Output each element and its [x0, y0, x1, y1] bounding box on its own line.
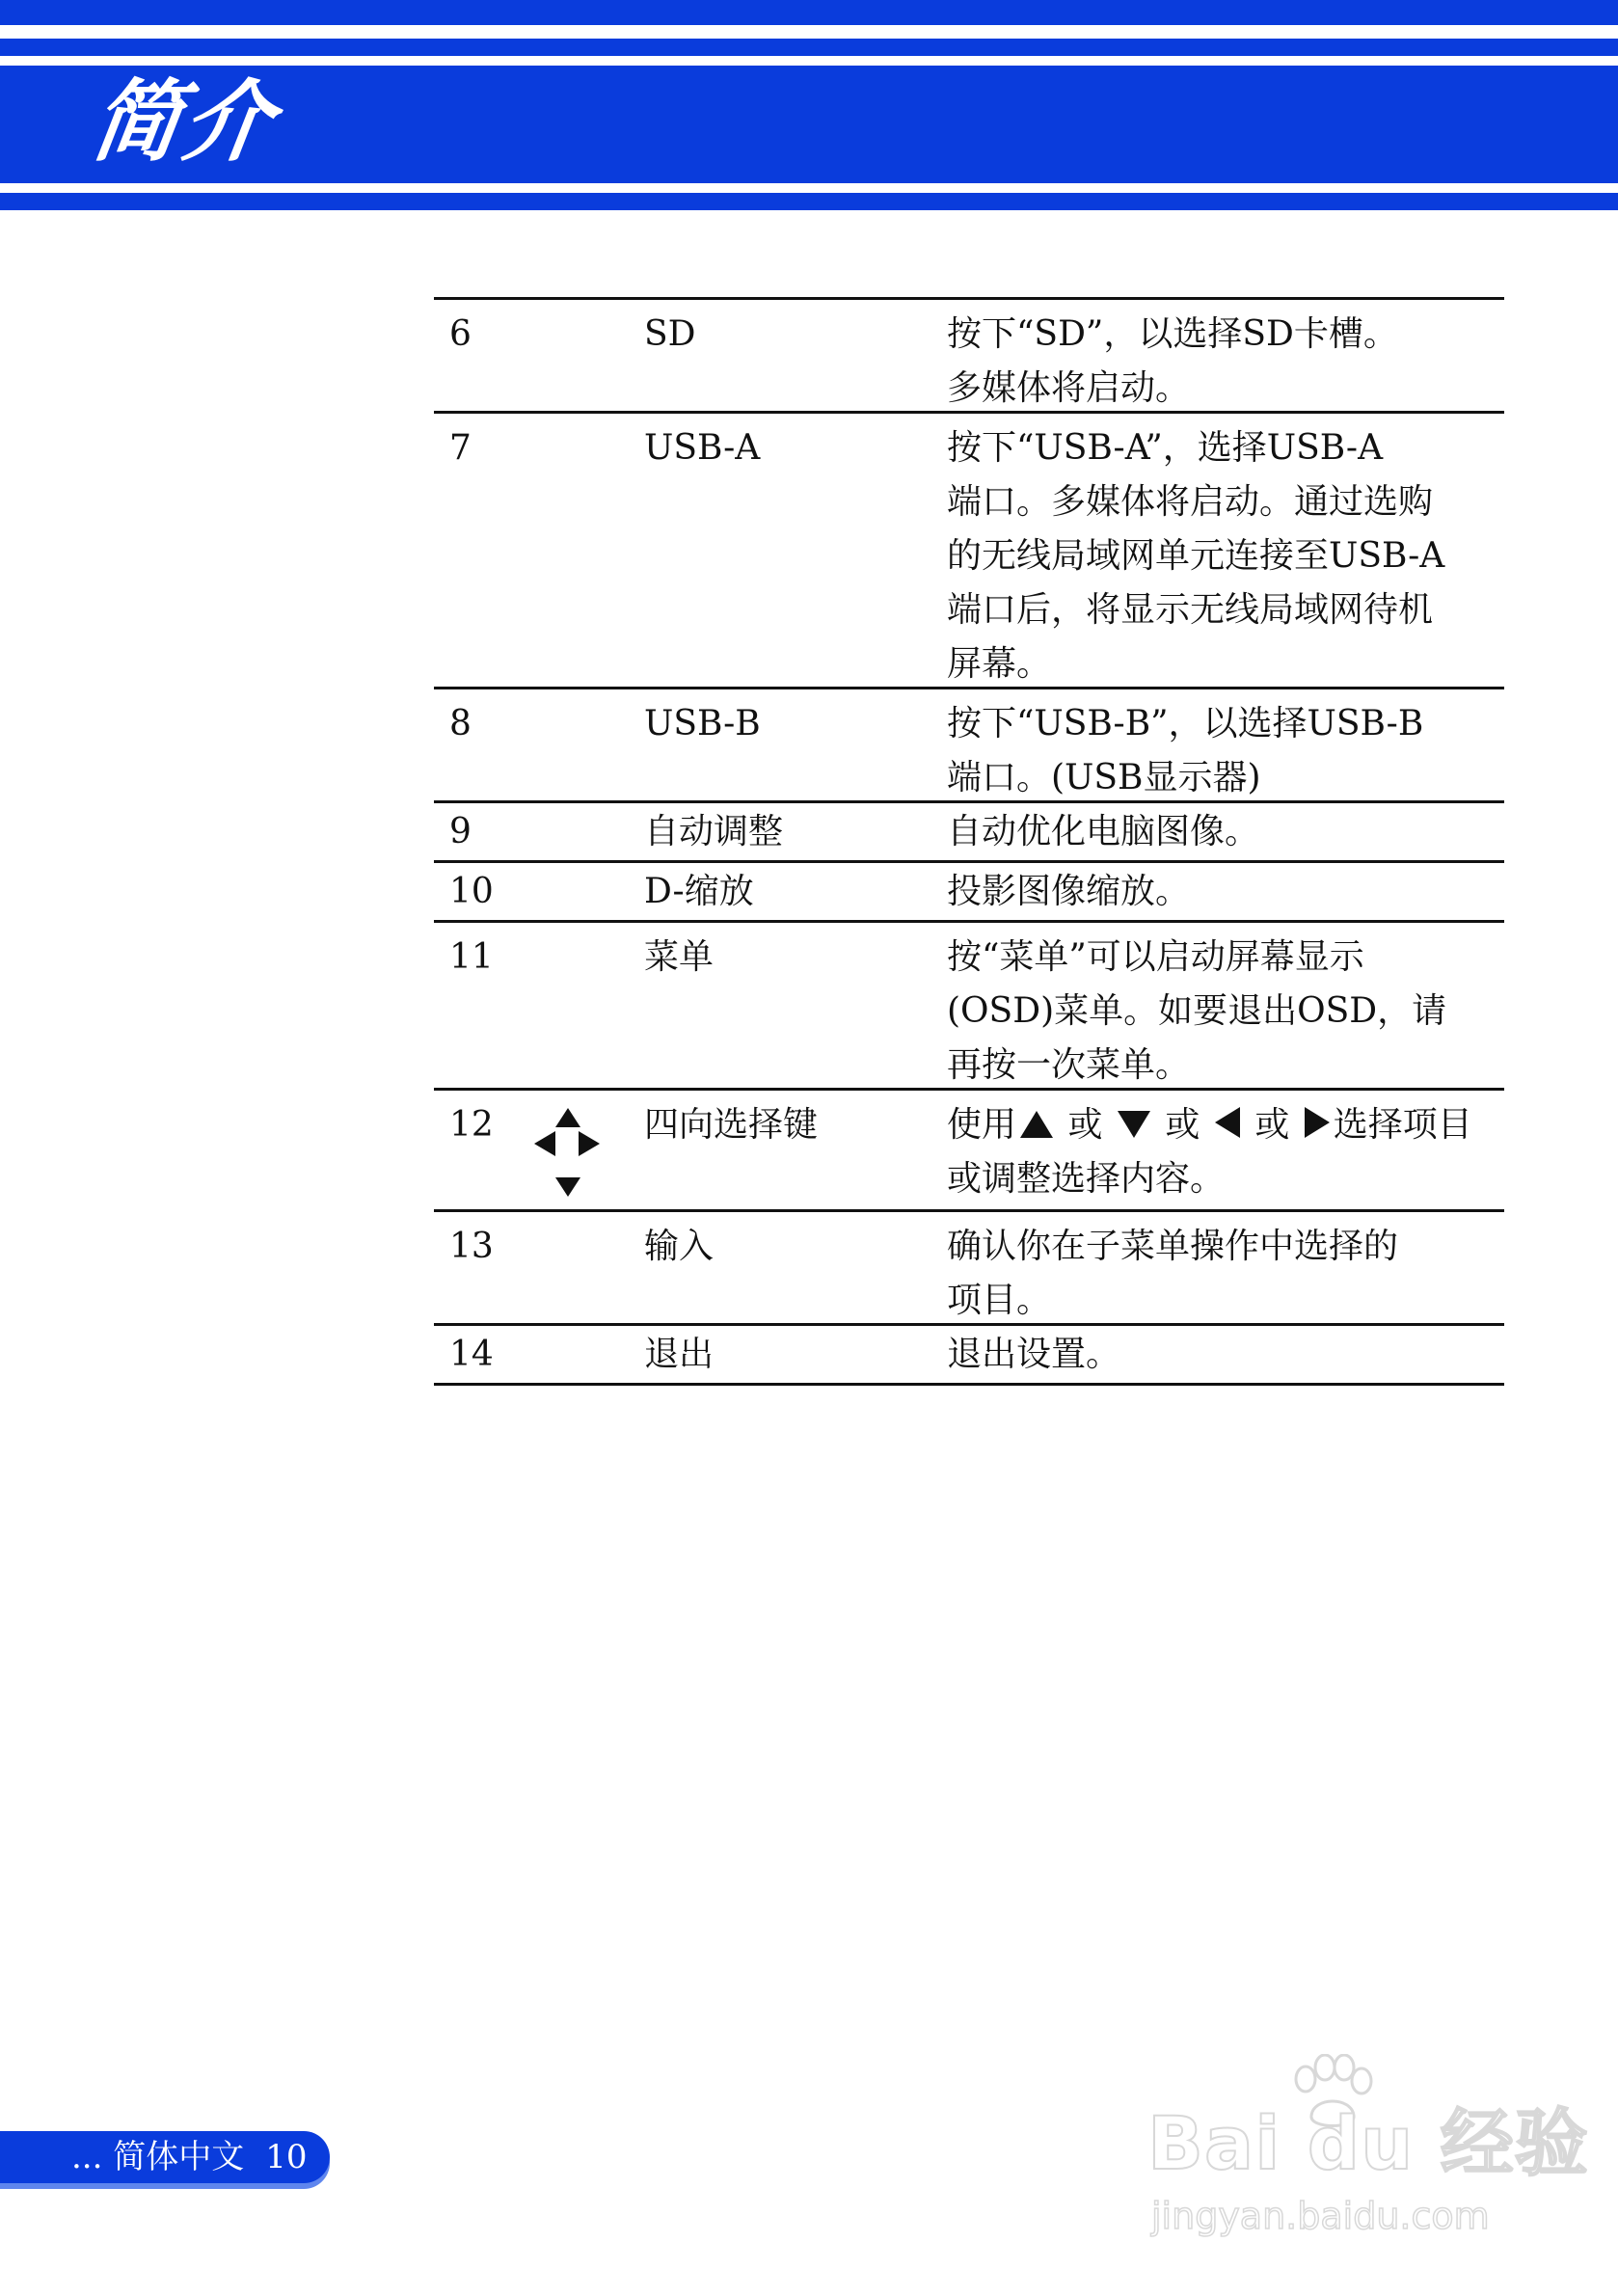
table-row-10	[434, 863, 1504, 923]
desc-line: 确认你在子菜单操作中选择的	[947, 1227, 1399, 1266]
desc-line: 自动优化电脑图像。	[947, 812, 1260, 851]
desc-text: 选择项目	[1333, 1105, 1472, 1145]
desc-line: 按下“USB-B”，以选择USB-B	[947, 704, 1424, 743]
desc-line: 端口。(USB显示器)	[947, 758, 1261, 797]
arrow-left-icon	[534, 1131, 555, 1156]
table-row-8	[434, 689, 1504, 803]
row-description	[947, 931, 1487, 1093]
header-stripe-2	[0, 39, 1618, 56]
header-stripe-bottom	[0, 193, 1618, 210]
arrow-up-icon	[555, 1108, 580, 1127]
table-row-13	[434, 1212, 1504, 1326]
footer-ellipsis: ...	[71, 2138, 103, 2176]
arrow-right-icon	[579, 1131, 600, 1156]
row-number: 10	[449, 872, 494, 911]
row-name: 自动调整	[644, 812, 784, 851]
watermark-brand: Bai du 经验	[1147, 2100, 1589, 2186]
row-number: 6	[449, 314, 472, 354]
row-number: 8	[449, 704, 472, 743]
watermark	[1147, 2054, 1589, 2247]
desc-line: 项目。	[947, 1281, 1052, 1320]
triangle-up-icon	[1020, 1111, 1053, 1138]
table-row-12	[434, 1091, 1504, 1212]
watermark-url: jingyan.baidu.com	[1151, 2195, 1490, 2237]
row-description	[947, 1098, 1487, 1206]
desc-line: 退出设置。	[947, 1335, 1121, 1374]
row-description	[947, 421, 1487, 691]
page-title: 简介	[85, 70, 282, 174]
table-row-7	[434, 414, 1504, 689]
row-name: D-缩放	[644, 872, 754, 911]
row-name: 菜单	[644, 937, 715, 977]
row-name: 四向选择键	[644, 1105, 819, 1145]
table-row-6	[434, 300, 1504, 414]
spec-table	[434, 297, 1504, 1386]
desc-line: (OSD)菜单。如要退出OSD，请	[947, 991, 1447, 1031]
row-description	[947, 697, 1487, 805]
desc-line: 按下“SD”，以选择SD卡槽。	[947, 314, 1398, 354]
table-row-11	[434, 923, 1504, 1091]
row-name: 输入	[644, 1227, 715, 1266]
row-number: 12	[449, 1105, 494, 1145]
desc-line: 投影图像缩放。	[947, 872, 1191, 911]
desc-line: 或调整选择内容。	[947, 1159, 1226, 1199]
desc-text: 或	[1165, 1105, 1200, 1145]
row-description	[947, 1328, 1487, 1382]
desc-line: 端口。多媒体将启动。通过选购	[947, 482, 1434, 522]
row-number: 13	[449, 1227, 494, 1266]
triangle-right-icon	[1305, 1107, 1330, 1138]
row-description	[947, 865, 1487, 919]
desc-line: 按“菜单”可以启动屏幕显示	[947, 937, 1364, 977]
row-number: 9	[449, 812, 472, 851]
table-row-9	[434, 803, 1504, 863]
desc-line	[947, 1098, 1487, 1152]
row-name: 退出	[644, 1335, 715, 1374]
row-name: USB-B	[644, 704, 761, 743]
row-name: SD	[644, 314, 696, 354]
row-number: 11	[449, 937, 494, 977]
triangle-left-icon	[1215, 1107, 1240, 1138]
desc-line: 按下“USB-A”，选择USB-A	[947, 428, 1384, 468]
row-description	[947, 805, 1487, 859]
row-number: 7	[449, 428, 472, 468]
footer-label	[71, 2131, 308, 2183]
desc-line: 再按一次菜单。	[947, 1045, 1191, 1085]
desc-text: 或	[1254, 1105, 1290, 1145]
footer-language: 简体中文	[113, 2138, 245, 2176]
row-description	[947, 308, 1487, 416]
row-description	[947, 1220, 1487, 1328]
header-stripe-top	[0, 0, 1618, 25]
desc-text: 使用	[947, 1105, 1017, 1145]
desc-line: 多媒体将启动。	[947, 368, 1191, 408]
arrow-down-icon	[555, 1177, 580, 1197]
triangle-down-icon	[1118, 1111, 1150, 1138]
four-way-arrows-icon	[534, 1104, 600, 1201]
row-name: USB-A	[644, 428, 761, 468]
desc-text: 或	[1067, 1105, 1103, 1145]
table-row-14	[434, 1326, 1504, 1386]
row-number: 14	[449, 1335, 494, 1374]
page-number: 10	[265, 2138, 308, 2176]
desc-line: 屏幕。	[947, 644, 1052, 684]
desc-line: 的无线局域网单元连接至USB-A	[947, 536, 1445, 576]
desc-line: 端口后，将显示无线局域网待机	[947, 590, 1434, 630]
footer-page-tab	[0, 2131, 330, 2183]
